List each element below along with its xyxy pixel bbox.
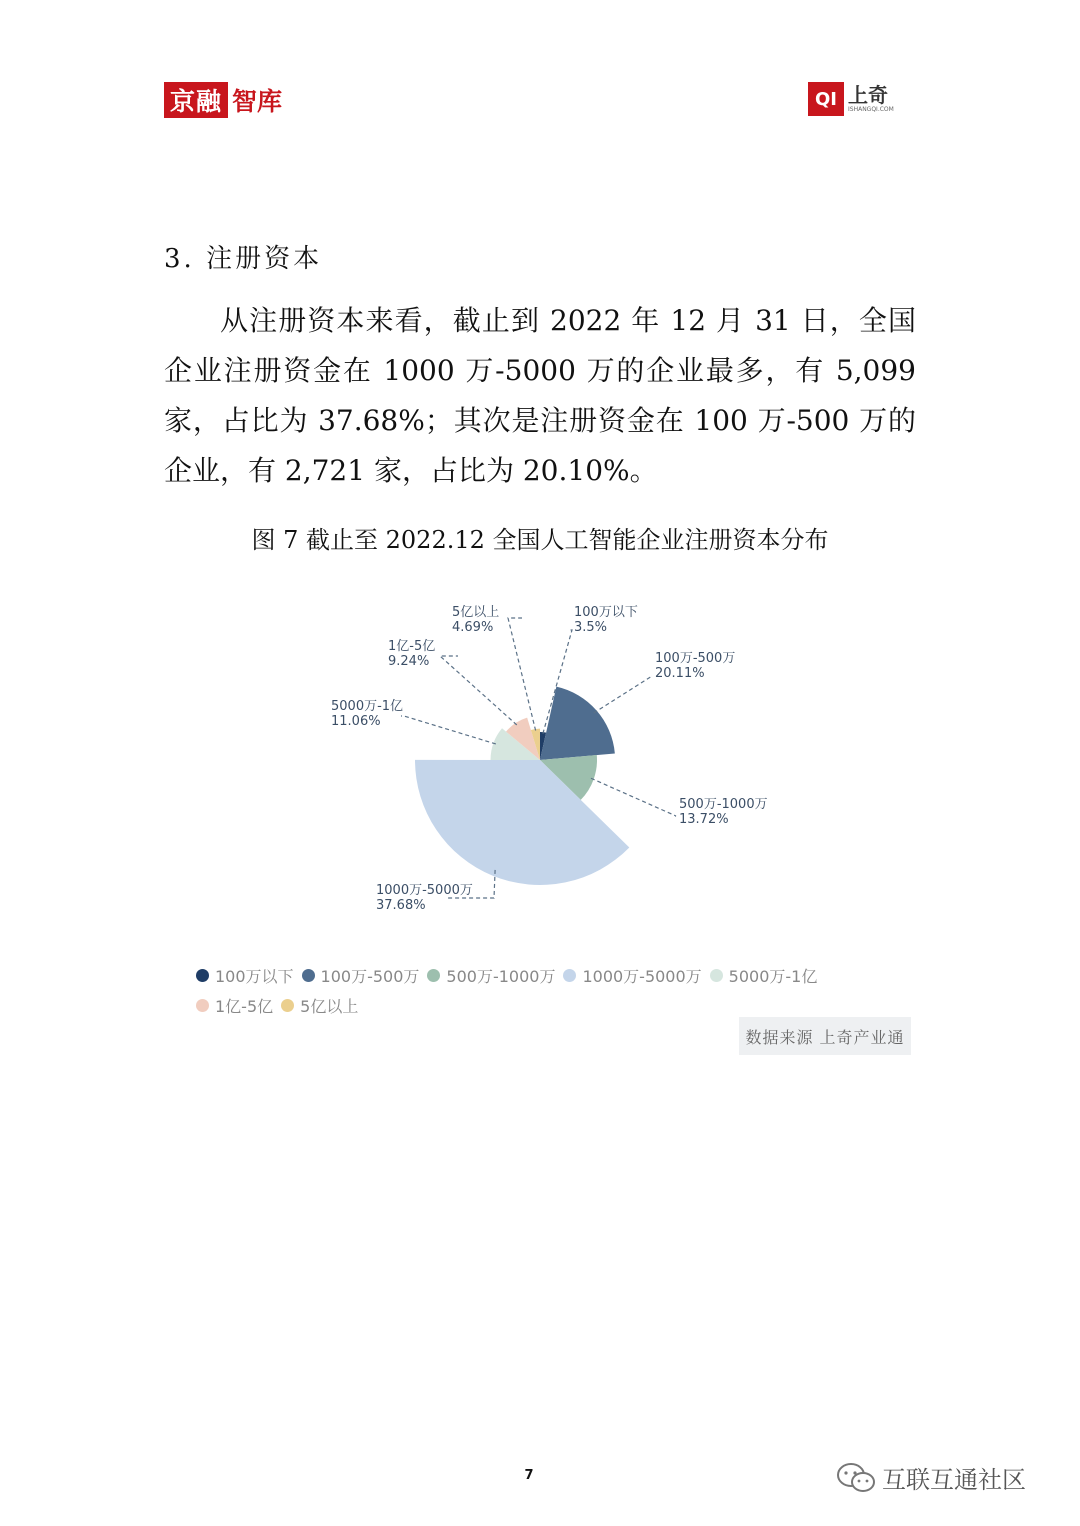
legend-item-1[interactable] [196, 964, 294, 986]
legend-item-2[interactable] [302, 964, 420, 986]
leader-line-6 [440, 656, 517, 725]
shangqi-logo [808, 82, 894, 116]
slice-value-1: 3.5% [574, 620, 608, 635]
logo-left-red: 京融 [164, 82, 228, 118]
logo-right-mark: QI [808, 82, 844, 116]
slice-value-7: 4.69% [452, 620, 494, 635]
slice-label-1: 100万以下 [574, 605, 638, 620]
legend-item-6[interactable] [196, 994, 273, 1016]
section-heading: 3. 注册资本 [164, 244, 323, 274]
data-source-badge: 数据来源 上奇产业通 [739, 1017, 911, 1055]
slice-label-7: 5亿以上 [452, 605, 500, 620]
leader-line-5 [401, 716, 496, 744]
legend-item-3[interactable] [427, 964, 555, 986]
legend-label: 100万-500万 [320, 966, 420, 986]
legend-label: 500万-1000万 [446, 966, 556, 986]
slice-value-4: 37.68% [376, 898, 426, 913]
slice-label-4: 1000万-5000万 [376, 883, 473, 898]
legend-dot-icon [427, 969, 440, 982]
section-paragraph: 从注册资本来看，截止到 2022 年 12 月 31 日，全国企业注册资金在 1000 万-5000 万的企业最多，有 5,099 家，占比为 37.68%；其次是注册资金在 100 万-500 万的企业，有 2,721 家，占比为 20.10%。 [164, 304, 916, 487]
figure-title: 图 7 截止至 2022.12 全国人工智能企业注册资本分布 [251, 526, 829, 554]
leader-line-2 [594, 676, 652, 713]
slice-label-2: 100万-500万 [655, 651, 736, 666]
legend-item-5[interactable] [710, 964, 818, 986]
jingrong-logo [164, 82, 286, 118]
logo-left-dark: 智库 [232, 87, 283, 116]
slice-label-3: 500万-1000万 [679, 797, 768, 812]
legend-dot-icon [196, 999, 209, 1012]
wechat-icon [836, 1462, 876, 1494]
legend-dot-icon [710, 969, 723, 982]
slice-value-6: 9.24% [388, 654, 430, 669]
legend-dot-icon [281, 999, 294, 1012]
legend-label: 5000万-1亿 [728, 966, 818, 986]
legend-label: 1亿-5亿 [215, 996, 274, 1016]
legend-dot-icon [302, 969, 315, 982]
rose-pie-chart [0, 580, 1080, 940]
legend-item-4[interactable] [563, 964, 701, 986]
legend-label: 100万以下 [215, 966, 294, 986]
logo-right-cn: 上奇 [848, 83, 888, 107]
pie-slice-4 [415, 760, 629, 885]
leader-line-3 [591, 778, 676, 816]
slice-value-3: 13.72% [679, 812, 729, 827]
slice-value-5: 11.06% [331, 714, 381, 729]
legend-label: 5亿以上 [300, 996, 359, 1016]
pie-slice-2 [540, 687, 615, 760]
slice-value-2: 20.11% [655, 666, 705, 681]
slice-label-6: 1亿-5亿 [388, 639, 436, 654]
legend-item-7[interactable] [281, 994, 358, 1016]
wechat-watermark [836, 1460, 1026, 1495]
chart-legend [196, 964, 896, 1016]
legend-dot-icon [196, 969, 209, 982]
legend-label: 1000万-5000万 [582, 966, 702, 986]
leader-line-7 [508, 618, 536, 731]
legend-dot-icon [563, 969, 576, 982]
watermark-text: 互联互通社区 [882, 1466, 1026, 1494]
page-number: 7 [524, 1468, 534, 1483]
logo-right-en: ISHANGQI.COM [848, 106, 894, 113]
slice-label-5: 5000万-1亿 [331, 699, 404, 714]
